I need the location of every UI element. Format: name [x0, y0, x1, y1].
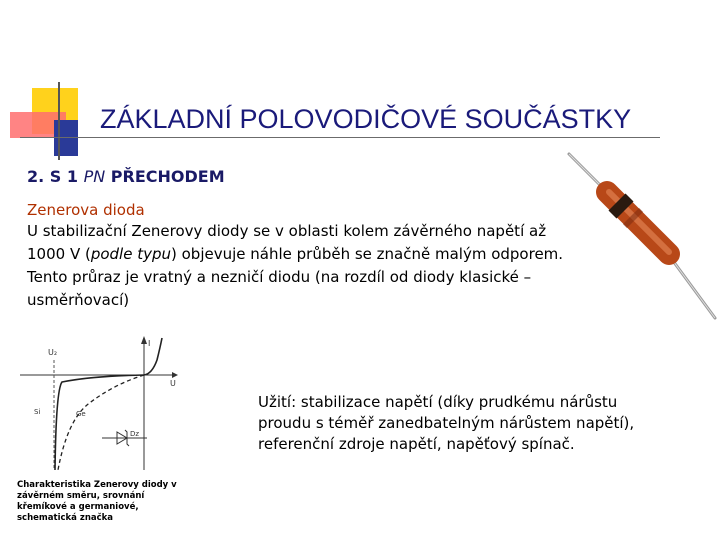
- slide-title: ZÁKLADNÍ POLOVODIČOVÉ SOUČÁSTKY: [100, 104, 632, 134]
- body-part1: U stabilizační Zenerovy diody se v oblasti kolem závěrného napětí až 1000 V (: [27, 222, 547, 263]
- usage-paragraph: Užití: stabilizace napětí (díky prudkému nárůstu proudu s téměř zanedbatelným nárůstem napětí), referenční zdroje napětí, napěťový spínač.: [258, 393, 635, 453]
- zener-diode-image: [565, 150, 720, 325]
- body-part2: ) objevuje náhle průběh se značně malým odporem. Tento průraz je vratný a nezničí diodu (na rozdíl od diody klasické – usměrňovací): [27, 245, 564, 309]
- subtitle-italic: PN: [83, 167, 106, 186]
- label-u2: U₂: [48, 348, 58, 357]
- body-paragraph: [27, 220, 587, 312]
- body-italic: podle typu: [90, 245, 171, 263]
- label-dz: Dz: [130, 430, 140, 438]
- subtitle-suffix: PŘECHODEM: [105, 167, 225, 186]
- title-underline: [20, 137, 660, 138]
- zener-characteristic-graph: [12, 330, 197, 480]
- subtitle-prefix: 2. S 1: [27, 167, 84, 186]
- figure-caption: Charakteristika Zenerovy diody v závěrném směru, srovnání křemíkové a germaniové, schematická značka: [17, 480, 177, 523]
- si-curve: [55, 375, 144, 470]
- ge-curve: [58, 375, 144, 470]
- decor-vertical-line: [58, 82, 60, 160]
- label-ge: Ge: [76, 410, 86, 418]
- section-title: Zenerova dioda: [27, 201, 145, 219]
- label-u: U: [170, 379, 176, 388]
- label-si: Si: [34, 408, 41, 416]
- slide-subtitle: [27, 167, 225, 186]
- label-i: I: [148, 339, 151, 348]
